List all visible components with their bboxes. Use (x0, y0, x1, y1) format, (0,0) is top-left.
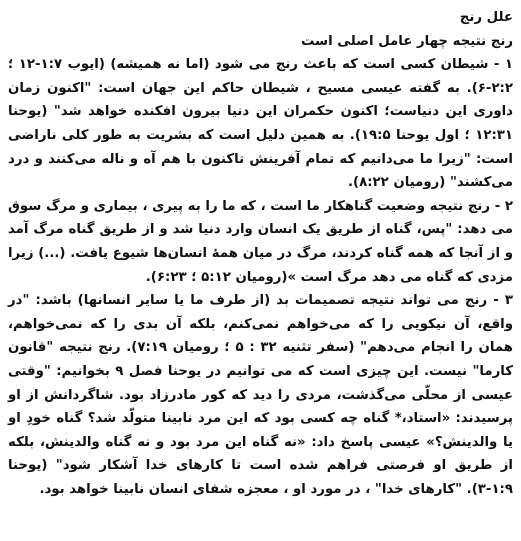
document-title: علل رنج (459, 10, 513, 25)
paragraph-sin: ۲ - رنج نتیجه وضعیت گناهکار ما است ، که ما را به پیری ، بیماری و مرگ سوق می دهد: "پس، گناه از طریق یک انسان وارد دنیا شد و از طریق گناه مرگ آمد و از آنجا که همه گناه کردند، مرگ در میان همهٔ انسان‌ها شیوع یافت. (...) زیرا مزدی که گناه می دهد مرگ است »(رومیان ۵:۱۲ ؛ ۶:۲۳). (8, 198, 513, 285)
paragraph-satan: ۱ - شیطان کسی است که باعث رنج می شود (اما نه همیشه) (ایوب ۱:۷-۱۲ ؛ ۲:۲-۶). به گفته عیسی مسیح ، شیطان حاکم این جهان است: "اکنون زمان داوری این دنیاست؛ اکنون حکمران این دنیا بیرون افکنده خواهد شد" (یوحنا ۱۲:۳۱ ؛ اول یوحنا ۱۹:۵). به همین دلیل است که بشریت به طور کلی ناراضی است: "زیرا ما می‌دانیم که تمام آفرینش تاکنون با هم آه و ناله می‌کنند و درد می‌کشند" (رومیان ۸:۲۲). (8, 57, 513, 191)
document-subtitle: رنج نتیجه چهار عامل اصلی است (300, 33, 513, 49)
paragraph-decisions: ۳ - رنج می تواند نتیجه تصمیمات بد (از طرف ما یا سایر انسانها) باشد: "در واقع، آن نیکویی را که می‌خواهم نمی‌کنم، بلکه آن بدی را که نمی‌خواهم، همان را انجام می‌دهم" (سفر تثنیه ۳۲ : ۵ ؛ رومیان ۷:۱۹). رنج نتیجه "قانون کارما" نیست. این چیزی است که می توانیم در یوحنا فصل ۹ بخوانیم: "وقتی عیسی از محلّی می‌گذشت، مردی را دید که کور مادرزاد بود. شاگردانش از او پرسیدند: «استاد،* گناه چه کسی بود که این مرد نابینا متولّد شد؟ گناه خودِ او یا والدینش؟» عیسی پاسخ داد: «نه گناه این مرد بود و نه گناه والدینش، بلکه از طریق او فرصتی فراهم شده است تا کارهای خدا آشکار شود" (یوحنا ۱:۹-۳). "کارهای خدا" ، در مورد او ، معجزه شفای انسان نابینا خواهد بود. (8, 293, 513, 497)
